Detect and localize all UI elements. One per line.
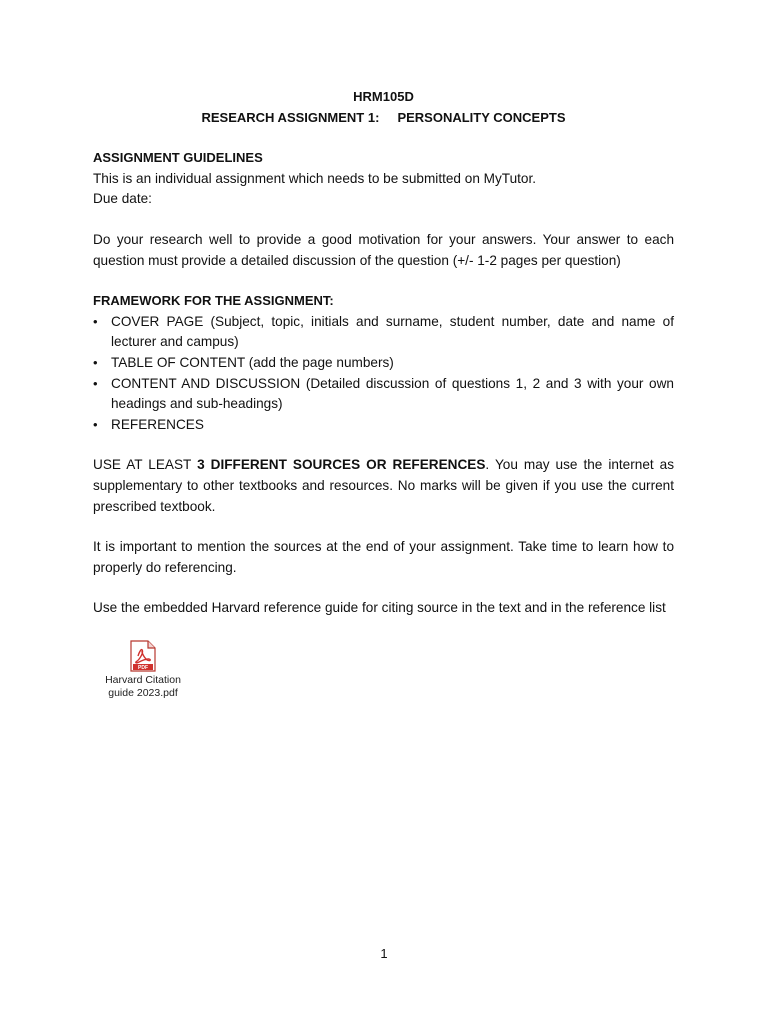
framework-item-text: TABLE OF CONTENT (add the page numbers) [111, 354, 394, 370]
framework-item-text: CONTENT AND DISCUSSION (Detailed discussion of questions 1, 2 and 3 with your own headings and sub-headings) [111, 375, 674, 412]
bullet-icon: • [93, 354, 98, 370]
attachment-filename [97, 674, 189, 700]
pdf-badge-text: PDF [138, 665, 148, 671]
framework-item-table-of-content [93, 353, 674, 374]
referencing-paragraph: It is important to mention the sources at the end of your assignment. Take time to learn how to properly do referencing. [93, 539, 674, 575]
embedded-pdf-attachment[interactable] [97, 640, 189, 700]
framework-item-text: REFERENCES [111, 416, 204, 432]
due-date-label: Due date: [93, 191, 152, 207]
framework-list [93, 312, 674, 436]
harvard-guide-paragraph: Use the embedded Harvard reference guide for citing source in the text and in the reference list [93, 600, 666, 616]
bullet-icon: • [93, 375, 98, 391]
framework-heading: FRAMEWORK FOR THE ASSIGNMENT: [93, 293, 334, 309]
course-code: HRM105D [353, 89, 414, 104]
pdf-file-icon [130, 640, 156, 672]
document-body [93, 87, 674, 619]
submission-note: This is an individual assignment which needs to be submitted on MyTutor. [93, 170, 537, 186]
bullet-icon: • [93, 313, 98, 329]
guidelines-heading: ASSIGNMENT GUIDELINES [93, 150, 263, 166]
framework-item-cover-page [93, 312, 674, 353]
framework-item-references [93, 415, 674, 436]
page-number: 1 [380, 946, 388, 961]
framework-item-text: COVER PAGE (Subject, topic, initials and surname, student number, date and name of lecturer and campus) [111, 313, 674, 350]
bullet-icon: • [93, 416, 98, 432]
attachment-label-line1: Harvard Citation [105, 674, 181, 686]
research-paragraph: Do your research well to provide a good motivation for your answers. Your answer to each question must provide a detailed discussion of the question (+/- 1-2 pages per question) [93, 231, 674, 268]
sources-prefix: USE AT LEAST [93, 457, 198, 473]
sources-emphasis: 3 DIFFERENT SOURCES OR REFERENCES [197, 457, 486, 473]
assignment-title: RESEARCH ASSIGNMENT 1: PERSONALITY CONCEPTS [201, 109, 566, 125]
sources-suffix: . You may use the internet as supplementary to other textbooks and resources. No marks will be given if you use the current prescribed textbook. [93, 457, 675, 514]
framework-item-content-discussion [93, 374, 674, 415]
sources-paragraph [93, 455, 674, 517]
attachment-label-line2: guide 2023.pdf [108, 687, 178, 699]
